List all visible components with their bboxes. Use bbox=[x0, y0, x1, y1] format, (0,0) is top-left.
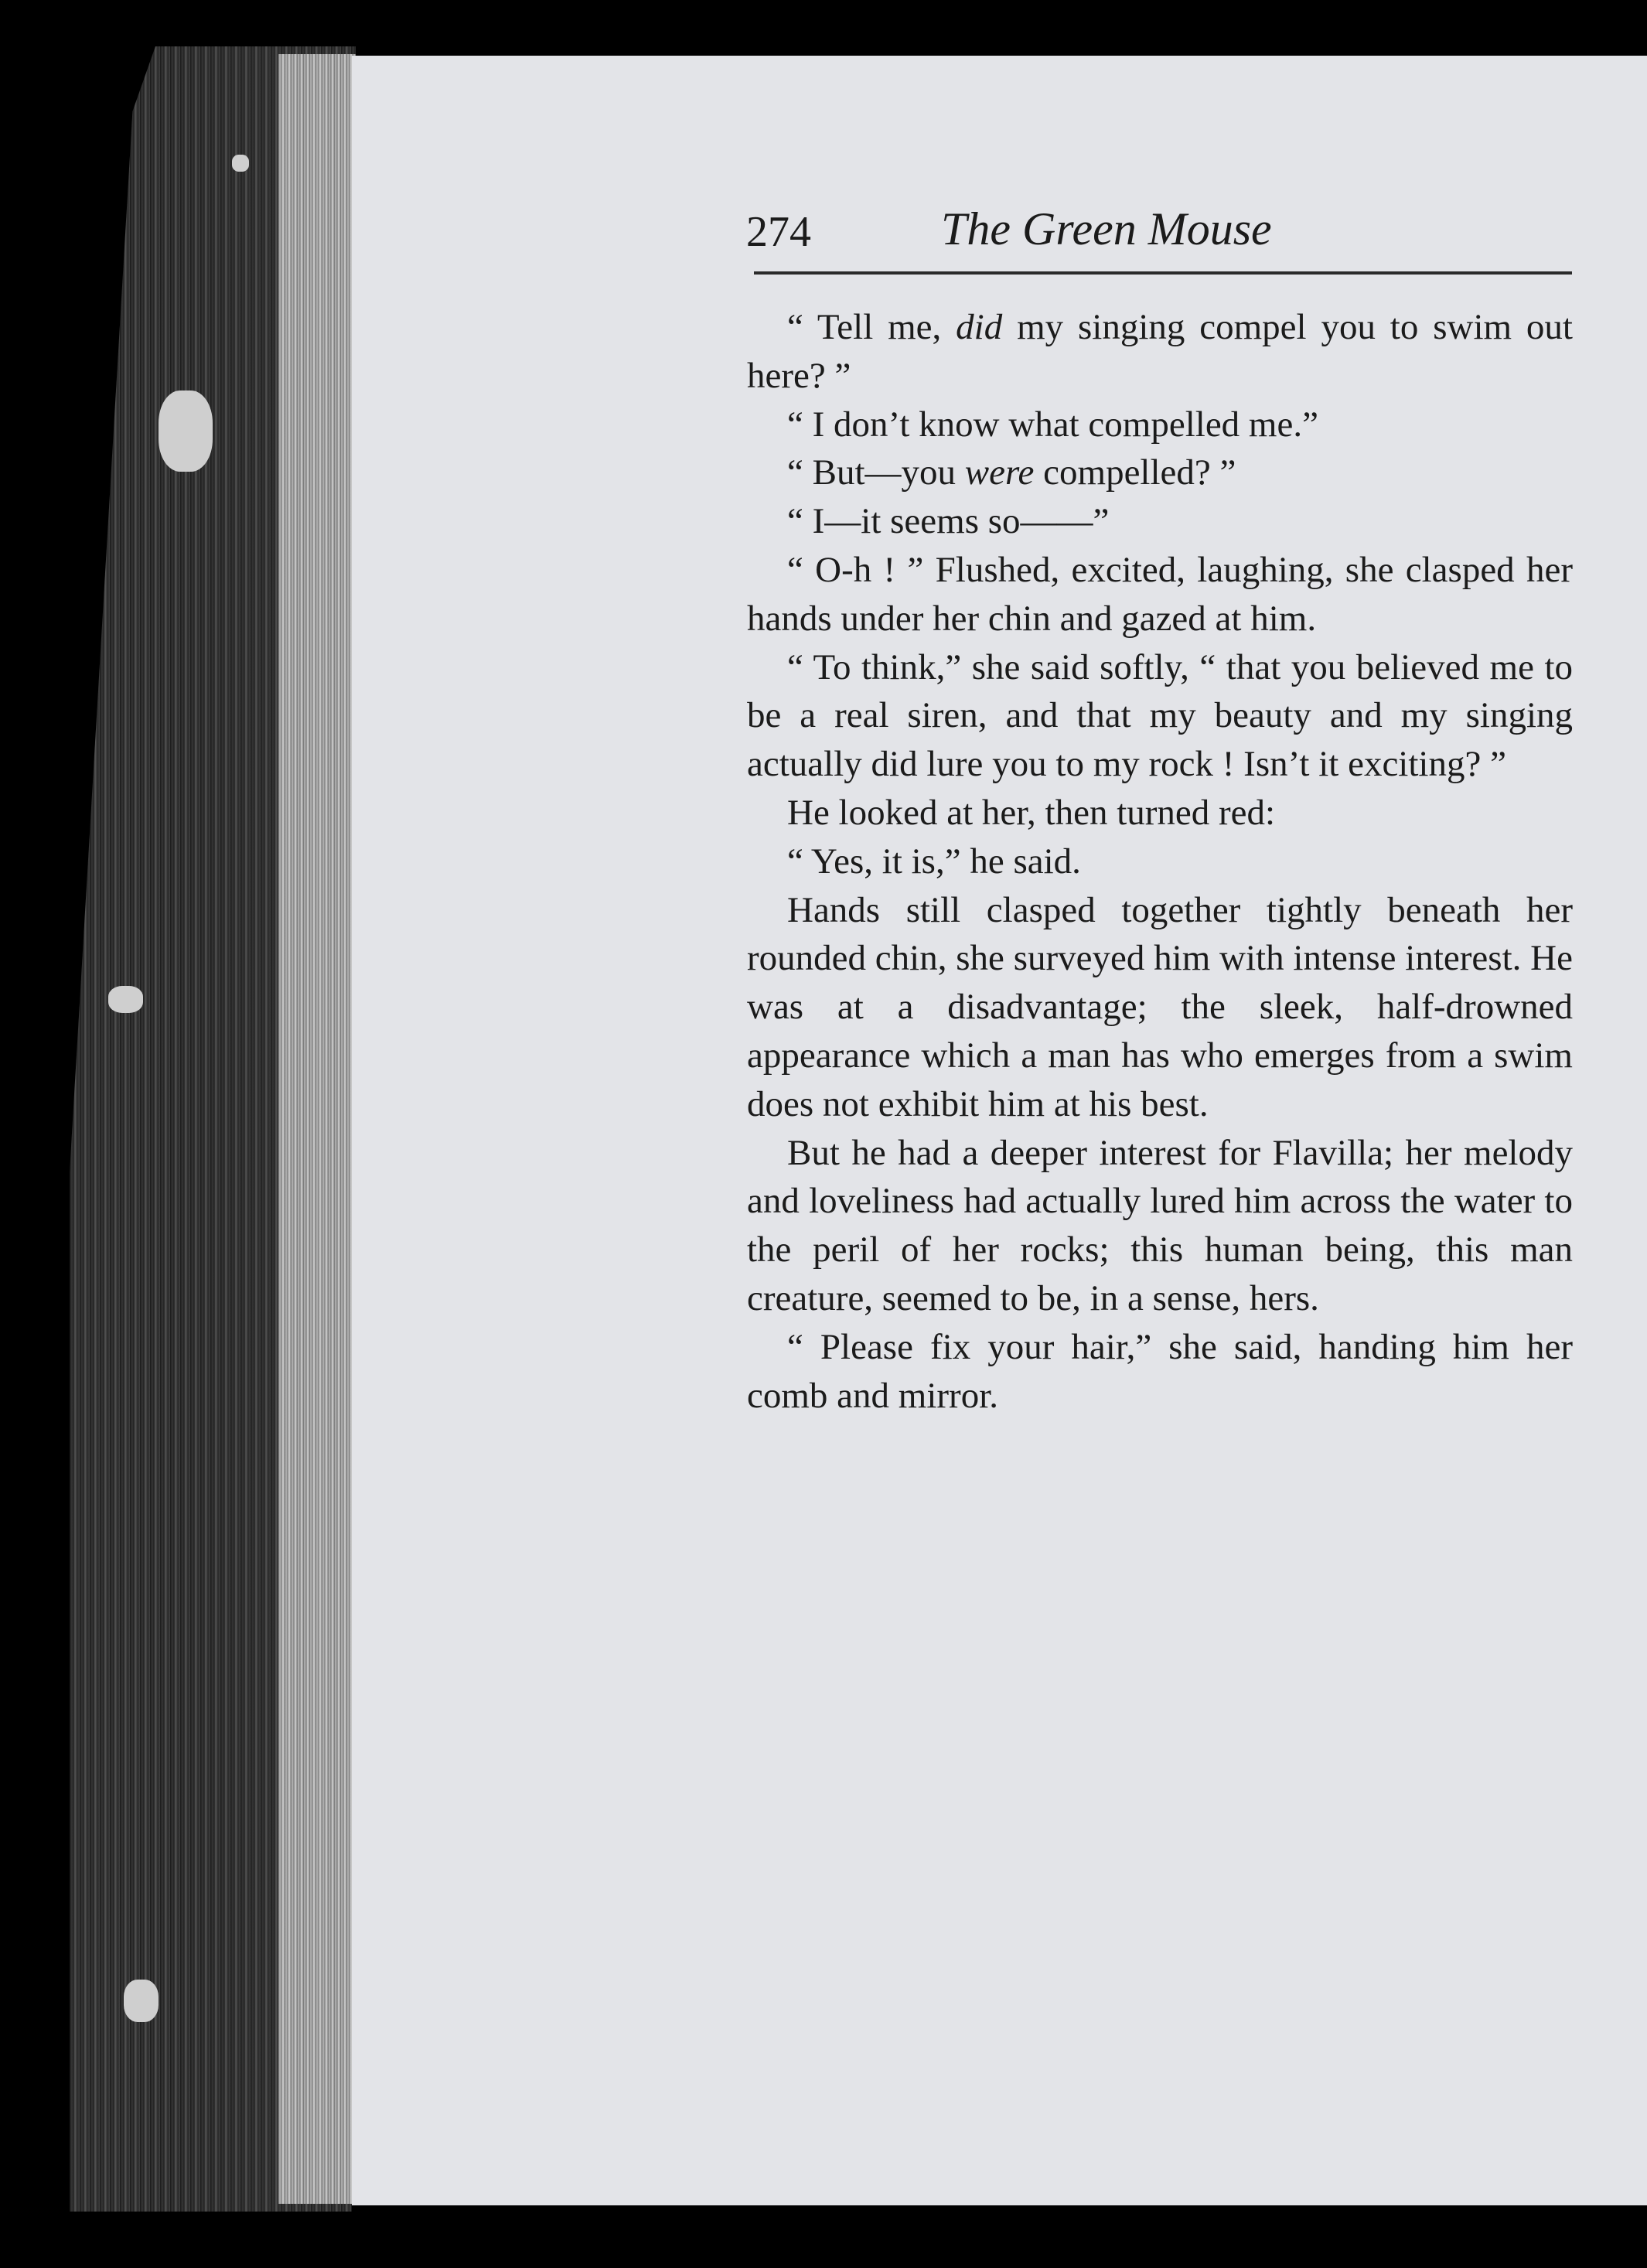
dust-speck bbox=[232, 155, 249, 172]
header-rule bbox=[754, 271, 1572, 275]
book-page-edges-highlight bbox=[278, 54, 356, 2204]
paragraph: He looked at her, then turned red: bbox=[787, 792, 1276, 833]
paragraph: “ But—you were compelled? ” bbox=[787, 452, 1236, 493]
paragraph: “ O-h ! ” Flushed, excited, laughing, she clasped her hands under her chin and gazed at him. bbox=[747, 549, 1573, 639]
page-header bbox=[746, 147, 1574, 256]
paragraph: “ Yes, it is,” he said. bbox=[787, 841, 1081, 882]
paragraph: “ To think,” she said softly, “ that you believed me to be a real siren, and that my beauty and my singing actually did lure you to my rock ! Isn’t it exciting? ” bbox=[747, 646, 1573, 785]
dust-speck bbox=[124, 1980, 159, 2022]
paragraph: “ Please fix your hair,” she said, handing him her comb and mirror. bbox=[747, 1326, 1573, 1416]
page-number: 274 bbox=[746, 208, 811, 256]
dust-speck bbox=[159, 391, 213, 472]
paragraph: Hands still clasped together tightly beneath her rounded chin, she surveyed him with intense interest. He was at a disadvantage; the sleek, half-drowned appearance which a man has who emerges from a swim does not exhibit him at his best. bbox=[747, 889, 1573, 1124]
paragraph: “ I—it seems so——” bbox=[787, 501, 1110, 542]
dust-speck bbox=[108, 986, 143, 1013]
paragraph: “ Tell me, did my singing compel you to swim out here? ” bbox=[747, 307, 1573, 396]
paragraph: But he had a deeper interest for Flavilla; her melody and loveliness had actually lured him across the water to the peril of her rocks; this human being, this man creature, seemed to be, in a sense, hers. bbox=[747, 1132, 1573, 1318]
paragraph: “ I don’t know what compelled me.” bbox=[787, 404, 1318, 445]
body-text bbox=[747, 303, 1573, 1420]
scan-bottom-border bbox=[352, 2205, 1647, 2268]
running-title: The Green Mouse bbox=[941, 203, 1272, 254]
